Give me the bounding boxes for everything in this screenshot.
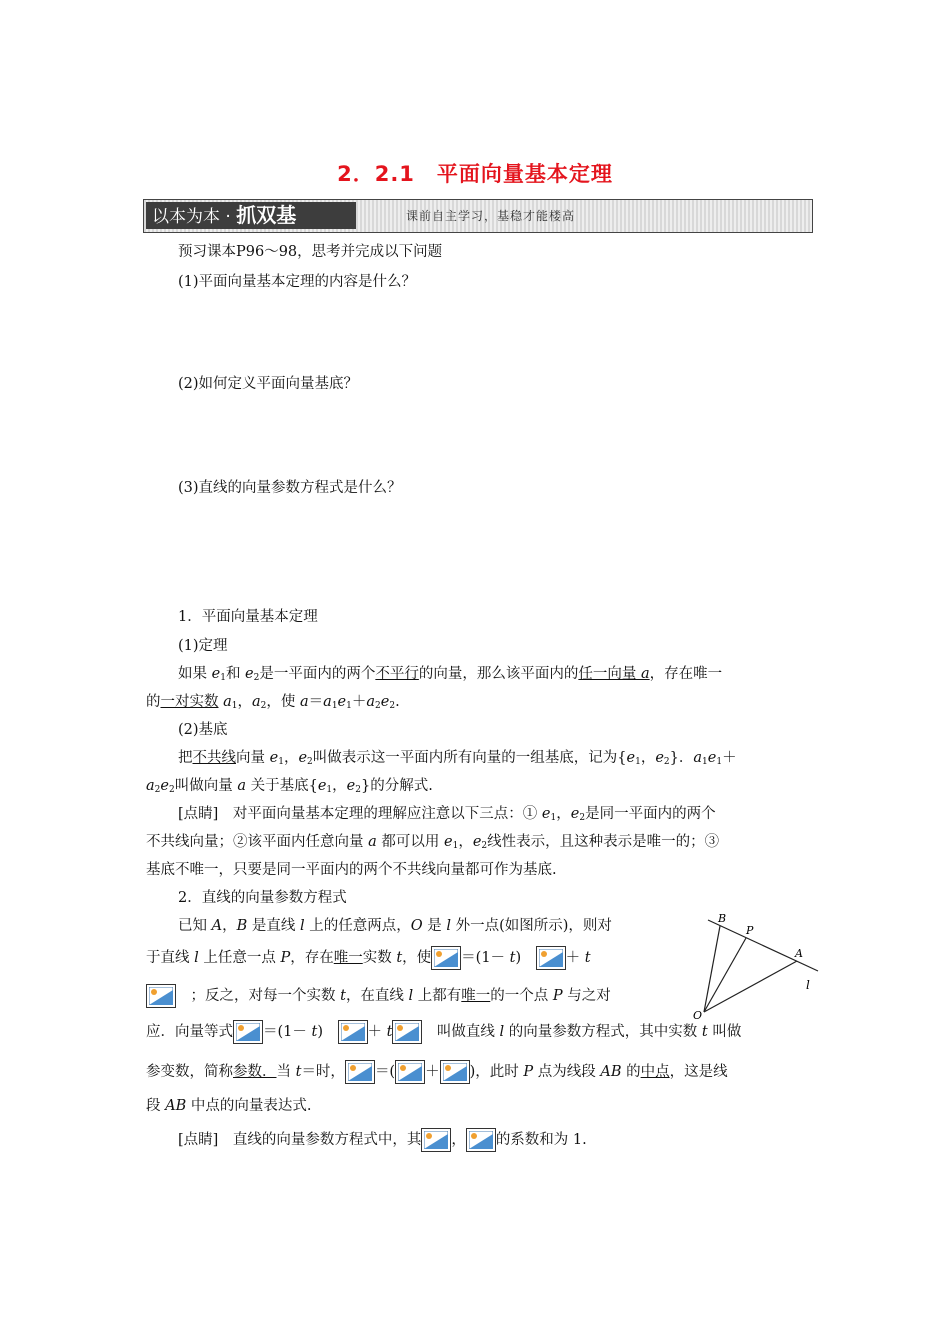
line-figure [690,905,830,1025]
label-l: l [806,978,810,992]
vector-image-icon [345,1060,375,1084]
vector-image-icon [431,946,461,970]
theorem-line-1: 如果 $e_1$和 $e_2$是一平面内的两个不平行的向量，那么该平面内的任一向量 a，存在唯一 [178,666,723,683]
section-1-sub-2: (2)基底 [178,722,228,738]
page-title: 2．2.1 平面向量基本定理 [337,162,613,186]
basis-line-1: 把不共线向量 $e_1$，$e_2$叫做表示这一平面内所有向量的一组基底，记为{$e_1$，$e_2$}．$a_1e_1+$ [178,750,737,767]
question-1: (1)平面向量基本定理的内容是什么？ [178,274,417,290]
vector-image-icon [395,1060,425,1084]
basis-line-2: $a_2e_2$叫做向量 a 关于基底{$e_1$，$e_2$}的分解式. [146,778,433,795]
vector-image-icon [146,984,176,1008]
param-line-2: 于直线 l 上任意一点 P，存在唯一实数 t，使 ＝(1－ t) ＋ t [146,944,591,972]
section-banner [143,199,813,233]
line-l [708,920,818,971]
vector-image-icon [466,1128,496,1152]
note-1-line-1: [点睛] 对平面向量基本定理的理解应注意以下三点：① $e_1$，$e_2$是同一平面内的两个 [178,806,716,823]
theorem-line-2: 的一对实数 $a_1$，$a_2$，使 $a=a_1e_1+a_2e_2$. [146,694,400,711]
label-B: B [718,912,727,925]
param-line-3: ；反之，对每一个实数 t，在直线 l 上都有唯一的一个点 P 与之对 [146,982,611,1010]
vector-image-icon [440,1060,470,1084]
note-2: [点睛] 直线的向量参数方程式中，其 ， 的系数和为 1. [178,1126,587,1154]
label-A: A [795,947,803,960]
param-line-4: 应．向量等式 ＝(1－ t) ＋ t 叫做直线 l 的向量参数方程式，其中实数 t 叫做 [146,1018,741,1046]
note-1-line-2: 不共线向量；②该平面内任意向量 a 都可以用 $e_1$，$e_2$线性表示，且这种表示是唯一的；③ [146,834,720,851]
vector-image-icon [536,946,566,970]
section-1-sub-1: (1)定理 [178,638,228,654]
question-2: (2)如何定义平面向量基底？ [178,376,359,392]
label-P: P [746,924,754,937]
vector-image-icon [233,1020,263,1044]
section-1-heading: 1．平面向量基本定理 [178,609,318,625]
section-2-heading: 2．直线的向量参数方程式 [178,890,347,906]
vector-image-icon [338,1020,368,1044]
vector-image-icon [421,1128,451,1152]
param-line-1: 已知 A，B 是直线 l 上的任意两点，O 是 l 外一点(如图所示)，则对 [178,918,612,934]
preview-intro: 预习课本P96～98，思考并完成以下问题 [178,244,443,260]
param-line-5: 参变数，简称参数．当 t＝时， ＝( ＋ )，此时 P 点为线段 AB 的中点，这是线 [146,1058,728,1086]
banner-label: 以本为本 · 抓双基 [146,202,356,229]
vector-image-icon [392,1020,422,1044]
param-line-6: 段 AB 中点的向量表达式. [146,1098,312,1114]
question-3: (3)直线的向量参数方程式是什么？ [178,480,402,496]
label-O: O [693,1009,703,1022]
banner-slogan: 课前自主学习，基稳才能楼高 [406,209,576,223]
note-1-line-3: 基底不唯一，只要是同一平面内的两个不共线向量都可作为基底. [146,862,557,878]
